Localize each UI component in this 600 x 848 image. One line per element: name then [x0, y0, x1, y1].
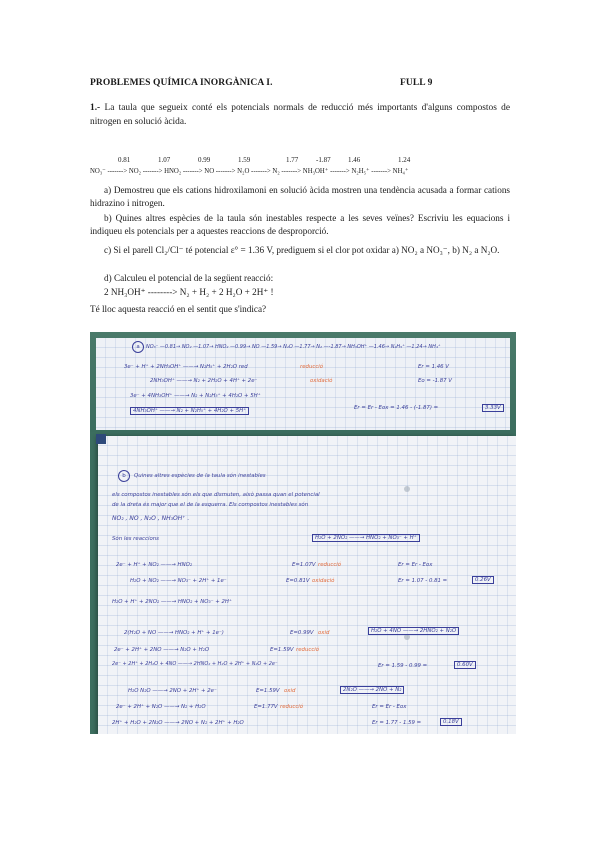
handwritten-note: oxid [318, 630, 330, 636]
handwritten-line: Eo = -1.87 V [418, 378, 452, 384]
potential-value: 0.99 [198, 156, 211, 164]
handwritten-line: H₂O + NO₂ ——→ NO₃⁻ + 2H⁺ + 1e⁻ [130, 578, 227, 584]
question-1-text: La taula que segueix conté els potencials normals de reducció més importants d'alguns compostos de nitrogen en solució àcida. [90, 103, 511, 127]
handwritten-line: Er = Er - Eox [372, 704, 407, 710]
handwritten-line: Er = Er - Eox = 1.46 - (-1.87) = [354, 405, 439, 411]
potential-values [90, 156, 510, 166]
handwritten-result: 2N₂O ——→ 2NO + N₂ [340, 686, 404, 694]
handwritten-note: oxidació [312, 578, 335, 584]
handwritten-line: Er = 1.46 V [418, 364, 449, 370]
handwritten-note: reducció [280, 704, 304, 710]
question-number: 1.- [90, 103, 101, 113]
handwritten-line: NO₂ , NO , N₂O , NH₃OH⁺ . [112, 515, 190, 522]
handwritten-line: E=1.59V [256, 688, 280, 694]
handwritten-result: 0.26V [472, 576, 494, 584]
potential-value: 1.77 [286, 156, 299, 164]
handwritten-result: 0.60V [454, 661, 476, 669]
part-c: c) Si el parell Cl₂/Cl⁻ té potencial ε° = 1.36 V, prediguem si el clor pot oxidar a) NO₂ a NO₃⁻, b) N₂ a N₂O. [104, 245, 500, 255]
part-a: a) Demostreu que els cations hidroxilamoni en solució àcida mostren una tendència acusada a formar cations hidrazino i nitrogen. [90, 185, 510, 209]
handwritten-line: Er = 1.77 - 1.59 = [372, 720, 422, 726]
potential-value: 1.46 [348, 156, 361, 164]
handwritten-line: 3e⁻ + H⁺ + 2NH₃OH⁺ ——→ N₂H₅⁺ + 2H₂O red [124, 364, 248, 370]
question-1 [90, 102, 510, 129]
handwritten-line: 2e⁻ + 2H⁺ + 2NO ——→ N₂O + H₂O [114, 647, 210, 653]
handwritten-result: 3.33V [482, 404, 504, 412]
reduction-chain: NO₃⁻ -------> NO₂ -------> HNO₂ -------> NO -------> N₂O -------> N₂ -------> NH₃OH⁺ -------> N₂H₅⁺ -------> NH₄⁺ [90, 168, 409, 175]
potential-value: 1.07 [158, 156, 171, 164]
handwritten-line: 2H⁺ + H₂O + 2N₂O ——→ 2NO + N₂ + 2H⁺ + H₂O [112, 720, 244, 726]
potential-value: 0.81 [118, 156, 131, 164]
handwritten-line: Er = Er - Eox [398, 562, 433, 568]
handwritten-line: Són les reaccions [112, 536, 159, 542]
handwritten-line: 2(H₂O + NO ——→ HNO₂ + H⁺ + 1e⁻) [124, 630, 224, 636]
handwritten-line: 2e⁻ + H⁺ + NO₂ ——→ HNO₂ [116, 562, 193, 568]
handwritten-line: Er = 1.59 - 0.99 = [378, 663, 428, 669]
handwritten-line: E=1.07V [292, 562, 316, 568]
handwritten-title: Quines altres espècies de la taula són inestables [134, 473, 266, 479]
part-d: d) Calculeu el potencial de la següent reacció: [104, 273, 274, 283]
part-label-circle: b [118, 470, 130, 482]
part-b: b) Quines altres espècies de la taula són inestables respecte a les seves veïnes? Escriviu les equacions i indiqueu els potencials per a aquestes reaccions de desproporció. [90, 213, 510, 237]
handwritten-result: 0.18V [440, 718, 462, 726]
document-title: PROBLEMES QUÍMICA INORGÀNICA I. [90, 78, 273, 88]
handwritten-line: de la dreta és major que el de la esquerra. Els compostos inestables són [112, 502, 309, 508]
handwritten-result: H₂O + 4NO ——→ 2HNO₂ + N₂O [368, 627, 459, 635]
handwritten-line: 3e⁻ + 4NH₃OH⁺ ——→ N₂ + N₂H₅⁺ + 4H₂O + 5H⁺ [130, 393, 261, 399]
potential-value: 1.59 [238, 156, 251, 164]
potential-value: -1.87 [316, 156, 331, 164]
handwritten-note: reducció [300, 364, 324, 370]
document-header [90, 78, 510, 88]
handwritten-line: 2e⁻ + 2H⁺ + 2H₂O + 4NO ——→ 2HNO₂ + H₂O + 2H⁺ + N₂O + 2e⁻ [112, 661, 278, 667]
handwritten-note: reducció [318, 562, 342, 568]
notebook-page [96, 338, 510, 430]
page-corner-mark [96, 434, 106, 444]
binder-hole [404, 486, 410, 492]
handwritten-note: oxid [284, 688, 296, 694]
part-d-question: Té lloc aquesta reacció en el sentit que s'indica? [90, 304, 267, 314]
handwritten-line: E=1.59V [270, 647, 294, 653]
handwritten-line: 2NH₃OH⁺ ——→ N₂ + 2H₂O + 4H⁺ + 2e⁻ [150, 378, 258, 384]
handwritten-line: E=0.81V [286, 578, 310, 584]
handwritten-chain: NO₃⁻ —0.81→ NO₂ —1.07→ HNO₂ —0.99→ NO —1.59→ N₂O —1.77→ N₂ —-1.87→ NH₃OH⁺ —1.46→ N₂H₅⁺ —1.24→ NH₄⁺ [146, 344, 441, 350]
reaction-equation: 2 NH₃OH⁺ --------> N₂ + H₂ + 2 H₂O + 2H⁺ ! [104, 287, 274, 297]
handwritten-line: H₂O N₂O ——→ 2NO + 2H⁺ + 2e⁻ [128, 688, 217, 694]
handwritten-note: oxidació [310, 378, 333, 384]
handwritten-note: reducció [296, 647, 320, 653]
handwritten-result: H₂O + 2NO₂ ——→ HNO₂ + NO₃⁻ + H⁺ [312, 534, 420, 542]
handwritten-line: H₂O + H⁺ + 2NO₂ ——→ HNO₂ + NO₃⁻ + 2H⁺ [112, 599, 232, 605]
handwritten-line: 4NH₃OH⁺ ——→ N₂ + N₂H₅⁺ + 4H₂O + 5H⁺ [130, 407, 249, 415]
sheet-number: FULL 9 [400, 78, 433, 88]
potential-value: 1.24 [398, 156, 411, 164]
handwritten-line: E=0.99V [290, 630, 314, 636]
handwritten-line: els compostos inestables són els que dismuten, això passa quan el potencial [112, 492, 320, 498]
handwritten-line: 2e⁻ + 2H⁺ + N₂O ——→ N₂ + H₂O [116, 704, 206, 710]
handwritten-line: Er = 1.07 - 0.81 = [398, 578, 448, 584]
part-label-circle: a [132, 341, 144, 353]
handwritten-line: E=1.77V [254, 704, 278, 710]
